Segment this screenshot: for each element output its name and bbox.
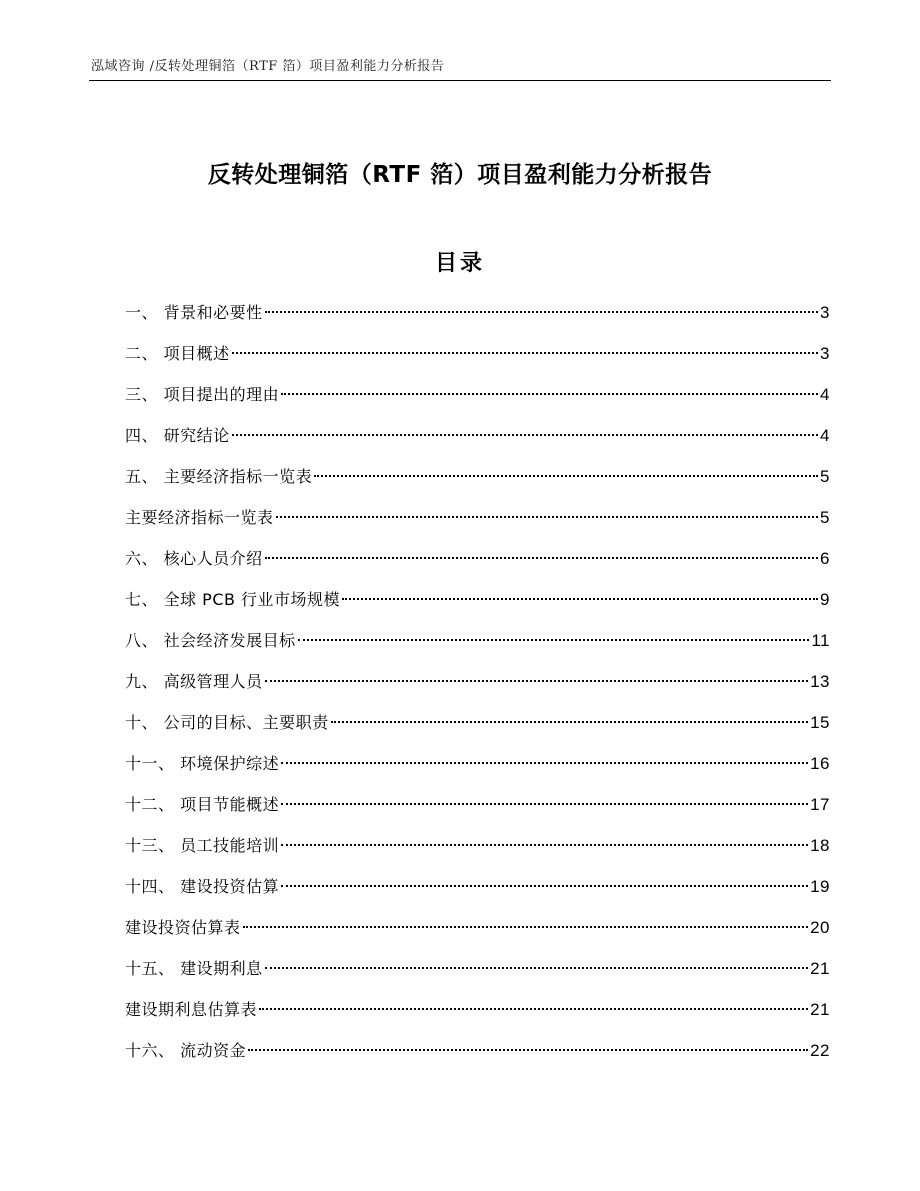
header-divider [89, 80, 831, 81]
toc-entry-label: 三、 项目提出的理由 [125, 385, 280, 404]
toc-entry-label: 四、 研究结论 [125, 426, 230, 445]
toc-entry[interactable] [125, 743, 830, 784]
toc-entry[interactable] [125, 948, 830, 989]
toc-dot-leader [298, 639, 810, 641]
toc-dot-leader [281, 803, 808, 805]
toc-entry[interactable] [125, 415, 830, 456]
toc-page-number: 17 [810, 795, 830, 814]
toc-entry[interactable] [125, 702, 830, 743]
toc-page-number: 3 [820, 344, 830, 363]
toc-page-number: 3 [820, 303, 830, 322]
toc-entry[interactable] [125, 333, 830, 374]
toc-page-number: 9 [820, 590, 830, 609]
toc-page-number: 22 [810, 1041, 830, 1060]
toc-dot-leader [248, 1049, 808, 1051]
toc-entry-label: 十六、 流动资金 [125, 1041, 247, 1060]
toc-entry-label: 主要经济指标一览表 [125, 508, 274, 527]
toc-entry-label: 建设投资估算表 [125, 918, 241, 937]
toc-entry-label: 二、 项目概述 [125, 344, 230, 363]
toc-page-number: 4 [820, 426, 830, 445]
toc-page-number: 21 [810, 959, 830, 978]
toc-heading: 目录 [434, 251, 485, 276]
toc-entry-label: 十五、 建设期利息 [125, 959, 263, 978]
toc-page-number: 16 [810, 754, 830, 773]
toc-page-number: 11 [811, 631, 830, 650]
toc-dot-leader [265, 967, 808, 969]
toc-page-number: 21 [810, 1000, 830, 1019]
toc-page-number: 5 [820, 467, 830, 486]
toc-page-number: 20 [810, 918, 830, 937]
toc-entry[interactable] [125, 989, 830, 1030]
toc-page-number: 5 [820, 508, 830, 527]
toc-dot-leader [265, 680, 808, 682]
toc-entry-label: 九、 高级管理人员 [125, 672, 263, 691]
toc-entry-label: 十二、 项目节能概述 [125, 795, 280, 814]
toc-entry[interactable] [125, 497, 830, 538]
toc-entry-label: 十、 公司的目标、主要职责 [125, 713, 329, 732]
toc-dot-leader [342, 598, 818, 600]
toc-entry[interactable] [125, 1030, 830, 1071]
toc-page-number: 13 [810, 672, 830, 691]
toc-entry-label: 十三、 员工技能培训 [125, 836, 280, 855]
toc-entry[interactable] [125, 456, 830, 497]
toc-page-number: 19 [810, 877, 830, 896]
toc-page-number: 18 [810, 836, 830, 855]
toc-dot-leader [281, 885, 808, 887]
toc-entry-label: 五、 主要经济指标一览表 [125, 467, 313, 486]
toc-entry[interactable] [125, 866, 830, 907]
toc-entry-label: 一、 背景和必要性 [125, 303, 263, 322]
toc-dot-leader [232, 434, 818, 436]
toc-dot-leader [281, 762, 808, 764]
toc-entry[interactable] [125, 579, 830, 620]
toc-entry[interactable] [125, 661, 830, 702]
toc-dot-leader [259, 1008, 808, 1010]
toc-entry-label: 六、 核心人员介绍 [125, 549, 263, 568]
toc-entry[interactable] [125, 784, 830, 825]
toc-page-number: 4 [820, 385, 830, 404]
toc-dot-leader [265, 557, 818, 559]
toc-dot-leader [331, 721, 808, 723]
toc-dot-leader [232, 352, 818, 354]
document-title: 反转处理铜箔（RTF 箔）项目盈利能力分析报告 [207, 162, 713, 188]
toc-entry[interactable] [125, 538, 830, 579]
toc-entry[interactable] [125, 620, 830, 661]
toc-entry[interactable] [125, 907, 830, 948]
table-of-contents [125, 292, 830, 1071]
toc-entry-label: 建设期利息估算表 [125, 1000, 258, 1019]
toc-entry-label: 八、 社会经济发展目标 [125, 631, 296, 650]
toc-page-number: 6 [820, 549, 830, 568]
toc-page-number: 15 [810, 713, 830, 732]
toc-dot-leader [243, 926, 809, 928]
toc-entry-label: 十四、 建设投资估算 [125, 877, 280, 896]
toc-dot-leader [276, 516, 819, 518]
toc-entry[interactable] [125, 292, 830, 333]
toc-dot-leader [265, 311, 818, 313]
toc-dot-leader [281, 844, 808, 846]
toc-dot-leader [281, 393, 818, 395]
toc-entry-label: 十一、 环境保护综述 [125, 754, 280, 773]
toc-entry-label: 七、 全球 PCB 行业市场规模 [125, 590, 341, 609]
toc-dot-leader [314, 475, 818, 477]
toc-entry[interactable] [125, 374, 830, 415]
running-header: 泓域咨询 /反转处理铜箔（RTF 箔）项目盈利能力分析报告 [91, 59, 445, 74]
toc-entry[interactable] [125, 825, 830, 866]
